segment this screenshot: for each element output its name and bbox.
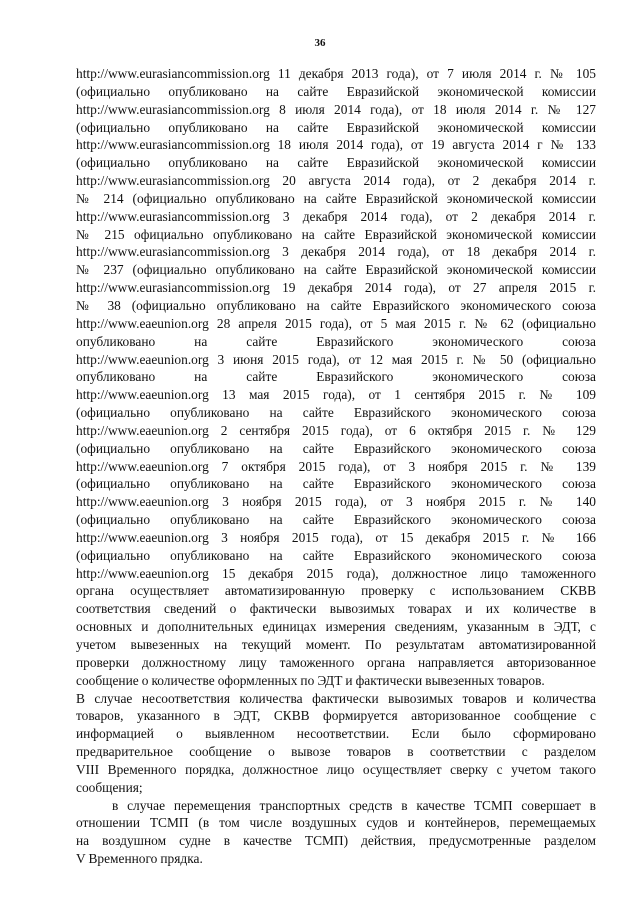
text-line: проверки должностному лицу таможенного органа направляется авторизованное xyxy=(76,654,596,670)
text-line: V Временного прядка. xyxy=(76,851,203,867)
text-line: соответствия сведений о фактически вывозимых товарах и их количестве в xyxy=(76,601,596,617)
text-line: товаров, указанного в ЭДТ, СКВВ формируется авторизованное сообщение с xyxy=(76,708,596,724)
text-line: отношении ТСМП (в том числе воздушных судов и контейнеров, перемещаемых xyxy=(76,815,596,831)
text-line: № 214 (официально опубликовано на сайте Евразийской экономической комиссии xyxy=(76,190,596,206)
page-number: 36 xyxy=(314,37,326,49)
text-line: http://www.eurasiancommission.org 3 декабря 2014 года), от 2 декабря 2014 г. xyxy=(76,208,596,224)
text-line: органа осуществляет автоматизированную проверку с использованием СКВВ xyxy=(76,583,596,599)
text-line: (официально опубликовано на сайте Евразийского экономического союза xyxy=(76,512,596,528)
text-line: опубликовано на сайте Евразийского экономического союза xyxy=(76,333,596,349)
text-line: на воздушном судне в качестве ТСМП) действия, предусмотренные разделом xyxy=(76,833,596,849)
text-line: http://www.eaeunion.org 28 апреля 2015 года), от 5 мая 2015 г. № 62 (официально xyxy=(76,315,596,331)
text-line: http://www.eurasiancommission.org 11 декабря 2013 года), от 7 июля 2014 г. № 105 xyxy=(76,66,596,81)
text-line: № 38 (официально опубликовано на сайте Евразийского экономического союза xyxy=(76,297,596,313)
text-line: (официально опубликовано на сайте Евразийского экономического союза xyxy=(76,476,596,492)
text-line: http://www.eaeunion.org 15 декабря 2015 года), должностное лицо таможенного xyxy=(76,565,596,581)
text-line: В случае несоответствия количества фактически вывозимых товаров и количества xyxy=(76,690,596,706)
text-line: предварительное сообщение о вывозе товаров в соответствии с разделом xyxy=(76,744,596,760)
text-line: (официально опубликовано на сайте Евразийской экономической комиссии xyxy=(76,83,596,99)
text-line: информацией о выявленном несоответствии. Если было сформировано xyxy=(76,726,596,742)
text-line: (официально опубликовано на сайте Евразийского экономического союза xyxy=(76,547,596,563)
text-line: http://www.eaeunion.org 3 июня 2015 года), от 12 мая 2015 г. № 50 (официально xyxy=(76,351,596,367)
text-line: http://www.eurasiancommission.org 18 июля 2014 года), от 19 августа 2014 г № 133 xyxy=(76,137,596,153)
text-line: http://www.eaeunion.org 3 ноября 2015 года), от 15 декабря 2015 г. № 166 xyxy=(76,529,596,545)
text-line: опубликовано на сайте Евразийского экономического союза xyxy=(76,369,596,385)
text-line: http://www.eurasiancommission.org 8 июля 2014 года), от 18 июля 2014 г. № 127 xyxy=(76,101,596,117)
text-line: учетом вывезенных на текущий момент. По результатам автоматизированной xyxy=(76,637,596,652)
text-line: http://www.eaeunion.org 3 ноября 2015 года), от 3 ноября 2015 г. № 140 xyxy=(76,494,596,510)
text-line: в случае перемещения транспортных средств в качестве ТСМП совершает в xyxy=(112,797,596,813)
text-line: http://www.eaeunion.org 13 мая 2015 года), от 1 сентября 2015 г. № 109 xyxy=(76,387,596,403)
text-line: № 215 официально опубликовано на сайте Евразийской экономической комиссии xyxy=(76,226,596,242)
text-line: VIII Временного порядка, должностное лицо осуществляет сверку с учетом такого xyxy=(76,761,596,777)
text-line: http://www.eaeunion.org 2 сентября 2015 года), от 6 октября 2015 г. № 129 xyxy=(76,422,596,438)
text-line: № 237 (официально опубликовано на сайте Евразийской экономической комиссии xyxy=(76,262,596,278)
text-line: основных и дополнительных единицах измерения сведениям, указанным в ЭДТ, с xyxy=(76,619,596,635)
text-line: (официально опубликовано на сайте Евразийской экономической комиссии xyxy=(76,155,596,171)
text-line: http://www.eurasiancommission.org 20 августа 2014 года), от 2 декабря 2014 г. xyxy=(76,173,596,189)
text-line: http://www.eurasiancommission.org 19 декабря 2014 года), от 27 апреля 2015 г. xyxy=(76,280,596,296)
text-line: (официально опубликовано на сайте Евразийского экономического союза xyxy=(76,405,596,421)
text-line: (официально опубликовано на сайте Евразийской экономической комиссии xyxy=(76,119,596,135)
text-line: сообщения; xyxy=(76,779,143,795)
text-line: (официально опубликовано на сайте Евразийского экономического союза xyxy=(76,440,596,456)
text-line: http://www.eurasiancommission.org 3 декабря 2014 года), от 18 декабря 2014 г. xyxy=(76,244,596,260)
text-line: http://www.eaeunion.org 7 октября 2015 года), от 3 ноября 2015 г. № 139 xyxy=(76,458,596,474)
text-line: сообщение о количестве оформленных по ЭДТ и фактически вывезенных товаров. xyxy=(76,672,545,688)
body-text xyxy=(76,65,596,868)
